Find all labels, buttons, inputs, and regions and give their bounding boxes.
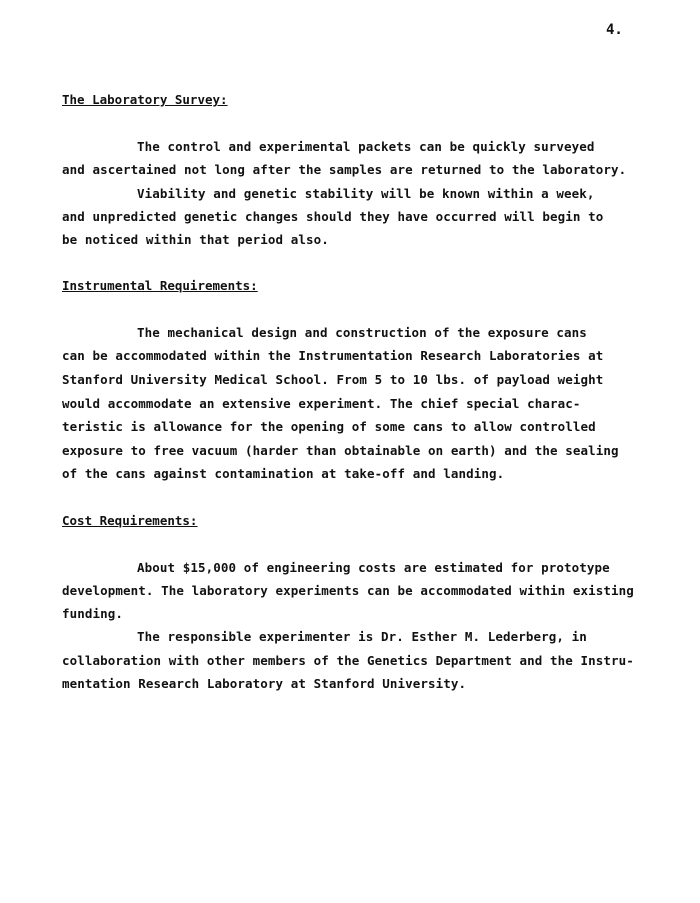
paragraph-line: collaboration with other members of the Genetics Department and the Instru- [62,653,634,668]
paragraph-line: and unpredicted genetic changes should they have occurred will begin to [62,209,604,224]
paragraph-line: The responsible experimenter is Dr. Esther M. Lederberg, in [137,629,587,644]
paragraph-line: mentation Research Laboratory at Stanford University. [62,676,467,691]
paragraph-line: exposure to free vacuum (harder than obtainable on earth) and the sealing [62,443,619,458]
section-heading-cost-requirements: Cost Requirements: [62,513,198,528]
paragraph-line: Viability and genetic stability will be known within a week, [137,186,595,201]
paragraph-line: development. The laboratory experiments can be accommodated within existing [62,583,634,598]
paragraph-line: be noticed within that period also. [62,232,329,247]
paragraph-line: funding. [62,606,124,621]
section-heading-instrumental-requirements: Instrumental Requirements: [62,278,258,293]
paragraph-line: teristic is allowance for the opening of some cans to allow controlled [62,419,596,434]
paragraph-line: The mechanical design and construction of the exposure cans [137,325,587,340]
paragraph-line: and ascertained not long after the samples are returned to the laboratory. [62,162,627,177]
section-heading-laboratory-survey: The Laboratory Survey: [62,92,228,107]
paragraph-line: The control and experimental packets can be quickly surveyed [137,139,595,154]
paragraph-line: would accommodate an extensive experiment. The chief special charac- [62,396,581,411]
paragraph-line: of the cans against contamination at take-off and landing. [62,466,505,481]
page-number: 4. [606,22,623,38]
paragraph-line: Stanford University Medical School. From 5 to 10 lbs. of payload weight [62,372,604,387]
paragraph-line: About $15,000 of engineering costs are estimated for prototype [137,560,610,575]
paragraph-line: can be accommodated within the Instrumentation Research Laboratories at [62,348,604,363]
